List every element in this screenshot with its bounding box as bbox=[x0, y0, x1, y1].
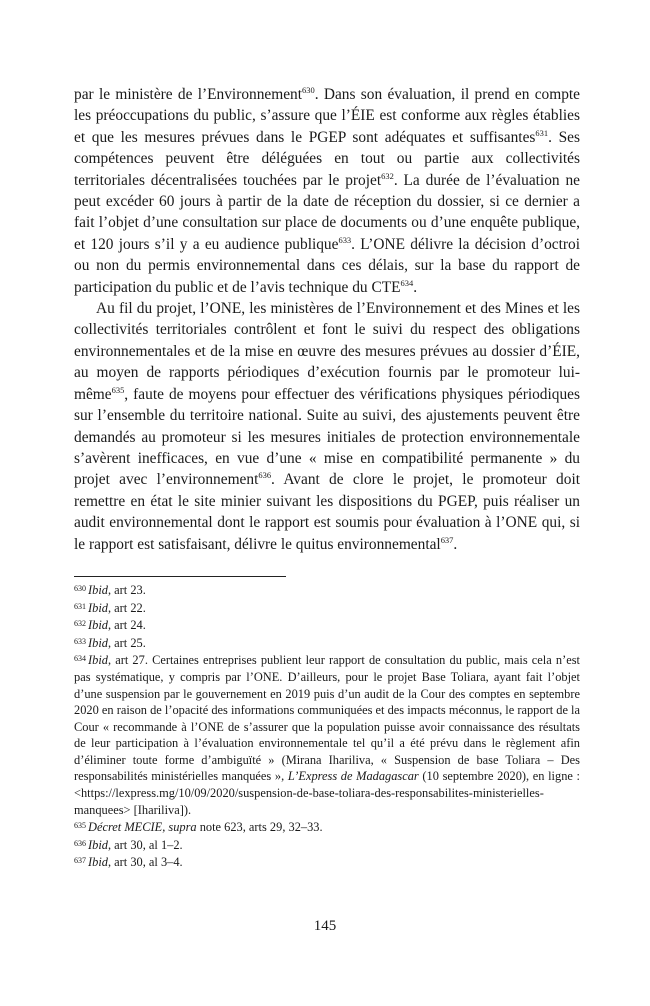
paragraph-1 bbox=[74, 84, 580, 298]
footnote-text: (10 septembre 2020), en ligne : <https://lexpress.mg/10/09/2020/suspension-de-base-toliara-des-responsabilites-ministerielles-manquees> [Ihariliva]). bbox=[74, 769, 580, 817]
footnote-ref-630[interactable]: 630 bbox=[302, 84, 315, 95]
footnote-ref-634[interactable]: 634 bbox=[400, 277, 414, 288]
text-run: . Avant de clore le projet, le promoteur doit remettre en état le site minier suivant les dispositions du PGEP, puis réaliser un audit environnemental dont le rapport est soumis pour évaluation à l’ONE qui, si le rapport est satisfaisant, délivre le quitus environnemental bbox=[74, 471, 580, 553]
footnotes bbox=[74, 581, 580, 871]
footnote-ref-637[interactable]: 637 bbox=[440, 534, 454, 545]
footnote-ibid: Décret MECIE, supra bbox=[88, 820, 197, 835]
text-run: . Ses compétences peuvent être déléguées en tout ou partie aux collectivités territoriales décentralisées touchées par le projet bbox=[74, 128, 580, 189]
text-run: , faute de moyens pour effectuer des vérifications physiques périodiques sur l’ensemble du territoire national. Suite au suivi, des ajustements peuvent être demandés au promoteur si les mesures initiales de protection environnementale s’avèrent inefficaces, en vue d’une « mise en compatibilité permanente » du projet avec l’environnement bbox=[74, 385, 580, 489]
footnote-text: , art 24. bbox=[107, 618, 146, 633]
footnote-ref-635[interactable]: 635 bbox=[111, 384, 125, 395]
footnote-number: 633 bbox=[74, 636, 86, 646]
text-run: par le ministère de l’Environnement bbox=[74, 86, 303, 103]
footnote-630 bbox=[74, 581, 580, 599]
footnote-text: , art 30, al 1–2. bbox=[107, 837, 183, 852]
footnote-number: 630 bbox=[74, 583, 86, 593]
footnote-text: , art 22. bbox=[107, 600, 146, 615]
footnote-ibid: Ibid bbox=[88, 600, 108, 615]
footnote-633 bbox=[74, 634, 580, 652]
footnote-631 bbox=[74, 599, 580, 617]
text-run: . La durée de l’évaluation ne peut excéder 60 jours à partir de la date de réception du dossier, si ce dernier a fait l’objet d’une consultation sur place de documents ou d’une enquête publique, et 120 jours s’il y a eu audience publique bbox=[74, 171, 580, 253]
footnote-635 bbox=[74, 818, 580, 836]
text-run: . bbox=[413, 278, 418, 296]
footnote-text: , art 30, al 3–4. bbox=[107, 855, 183, 870]
footnote-ibid: Ibid bbox=[88, 635, 108, 650]
footnote-number: 636 bbox=[74, 838, 86, 848]
footnote-636 bbox=[74, 836, 580, 854]
footnote-divider bbox=[74, 576, 286, 577]
footnote-number: 635 bbox=[74, 821, 86, 831]
page-number: 145 bbox=[313, 918, 337, 934]
footnote-number: 631 bbox=[74, 601, 86, 611]
footnote-ref-631[interactable]: 631 bbox=[535, 127, 549, 138]
footnote-ibid: Ibid bbox=[88, 618, 108, 633]
footnote-text: , art 23. bbox=[107, 582, 146, 597]
footnote-number: 632 bbox=[74, 619, 86, 629]
text-run: Au fil du projet, l’ONE, les ministères de l’Environnement et des Mines et les collectivités territoriales contrôlent et font le suivi du respect des obligations environnementales et de la mise en œuvre des mesures prévues au dossier d’ÉIE, au moyen de rapports périodiques d’exécution fournis par le promoteur lui-même bbox=[74, 300, 580, 403]
footnote-ibid: Ibid bbox=[88, 653, 108, 668]
text-run: . L’ONE délivre la décision d’octroi ou non du permis environnemental dans ces délais, sur la base du rapport de participation du public et de l’avis technique du CTE bbox=[74, 235, 580, 296]
text-run: . bbox=[453, 535, 458, 553]
footnote-632 bbox=[74, 616, 580, 634]
footnote-ref-632[interactable]: 632 bbox=[381, 170, 394, 181]
footnote-ibid: Ibid bbox=[88, 582, 108, 597]
footnote-text: note 623, arts 29, 32–33. bbox=[196, 820, 323, 835]
footnote-number: 634 bbox=[74, 654, 86, 664]
footnote-ref-633[interactable]: 633 bbox=[338, 234, 352, 245]
footnote-number: 637 bbox=[74, 856, 86, 866]
footnote-634 bbox=[74, 651, 580, 818]
page-content bbox=[74, 84, 580, 871]
footnote-637 bbox=[74, 853, 580, 871]
footnote-ibid: Ibid bbox=[88, 837, 108, 852]
publication-title: L’Express de Madagascar bbox=[287, 769, 419, 784]
paragraph-2 bbox=[74, 298, 580, 555]
footnote-ref-636[interactable]: 636 bbox=[258, 470, 272, 481]
text-run: . Dans son évaluation, il prend en compte les préoccupations du public, s’assure que l’ÉIE est conforme aux règles établies et que les mesures prévues dans le PGEP sont adéquates et suffisantes bbox=[74, 86, 581, 146]
footnote-ibid: Ibid bbox=[88, 855, 108, 870]
main-text bbox=[74, 84, 580, 555]
footnote-text: , art 27. Certaines entreprises publient leur rapport de consultation du public, mais cela n’est pas systématique, y compris par l’ONE. D’ailleurs, pour le projet Base Toliara, ayant fait l’objet d’une suspension par le gouvernement en 2019 puis d’un audit de la Cour des comptes en septembre 2020 en raison de l’opacité des informations communiquées et des impacts méconnus, le rapport de la Cour « recommande à l’ONE de s’assurer que la population puisse avoir connaissance des résultats de leur participation à l’évaluation environnementale tel qu’il a été prévu dans le règlement afin d’éliminer toute forme d’ambiguïté » (Mirana Ihariliva, « Suspension de base Toliara – Des responsabilités ministérielles manquées », bbox=[74, 653, 580, 784]
footnote-text: , art 25. bbox=[107, 635, 146, 650]
